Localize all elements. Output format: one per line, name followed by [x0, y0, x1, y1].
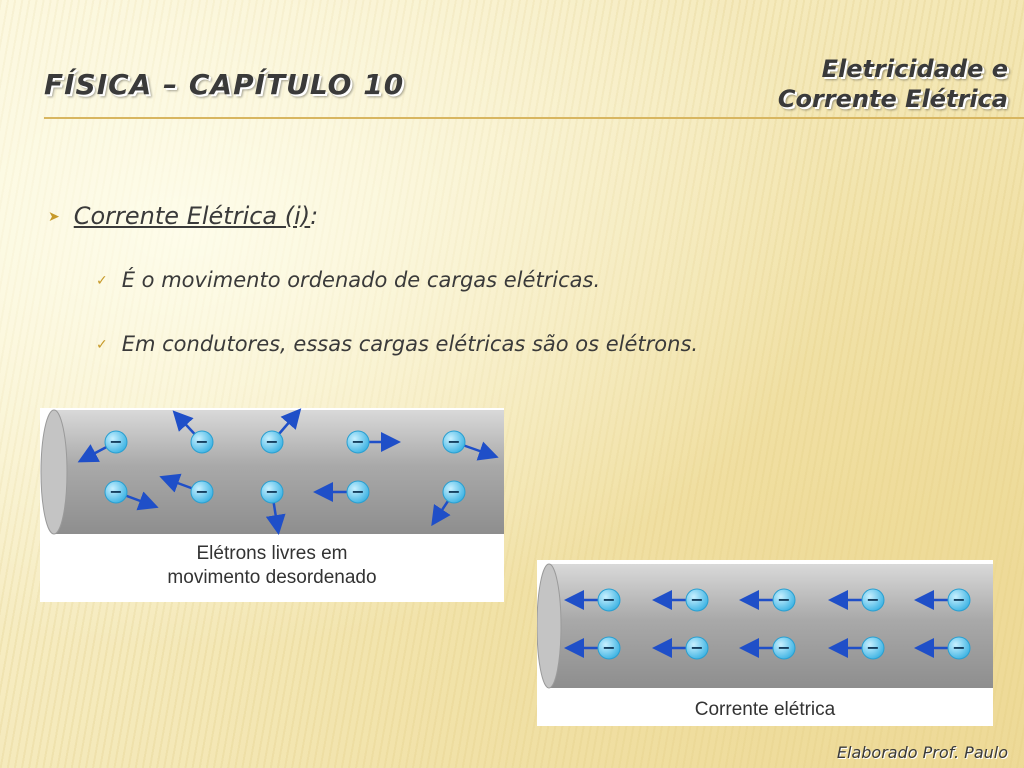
caption-line-1: Elétrons livres em: [196, 543, 348, 564]
electron-charge-symbol: −: [447, 482, 461, 501]
caption-line-2: movimento desordenado: [167, 567, 377, 588]
electron-charge-symbol: −: [866, 590, 880, 609]
footer-credit: Elaborado Prof. Paulo: [836, 743, 1008, 762]
electron-charge-symbol: −: [952, 590, 966, 609]
subtitle-line-2: Corrente Elétrica: [777, 85, 1008, 113]
electron-charge-symbol: −: [447, 432, 461, 451]
electron-charge-symbol: −: [351, 482, 365, 501]
subtitle-line-1: Eletricidade e: [821, 55, 1008, 83]
bullet-label: Corrente Elétrica (i): [73, 202, 311, 230]
electron-charge-symbol: −: [109, 482, 123, 501]
sub-item-2: [96, 332, 698, 356]
main-bullet: [48, 202, 318, 230]
electron-charge-symbol: −: [777, 638, 791, 657]
electron-charge-symbol: −: [195, 432, 209, 451]
figure-caption-ordered: Corrente elétrica: [694, 699, 836, 720]
electron-charge-symbol: −: [195, 482, 209, 501]
electron-charge-symbol: −: [866, 638, 880, 657]
electron-charge-symbol: −: [602, 590, 616, 609]
figure-disordered-electrons: [40, 408, 504, 602]
sub-item-1: [96, 268, 600, 292]
sub-item-text: Em condutores, essas cargas elétricas são os elétrons.: [121, 332, 699, 356]
electron-charge-symbol: −: [265, 482, 279, 501]
figure-caption-disordered: [40, 542, 504, 590]
title-divider: [44, 117, 1024, 119]
arrow-bullet-icon: ➤: [48, 209, 60, 225]
electron-charge-symbol: −: [602, 638, 616, 657]
check-icon: ✓: [96, 337, 108, 353]
slide-subtitle: [778, 54, 1008, 114]
electron-charge-symbol: −: [777, 590, 791, 609]
electron-charge-symbol: −: [109, 432, 123, 451]
electron-charge-symbol: −: [265, 432, 279, 451]
electron-charge-symbol: −: [952, 638, 966, 657]
electron-charge-symbol: −: [690, 590, 704, 609]
electron-charge-symbol: −: [690, 638, 704, 657]
sub-item-text: É o movimento ordenado de cargas elétricas.: [121, 268, 601, 292]
bullet-suffix: :: [310, 202, 319, 230]
electron-charge-symbol: −: [351, 432, 365, 451]
check-icon: ✓: [96, 273, 108, 289]
wire-disordered: [40, 408, 504, 536]
figure-ordered-current: [537, 560, 993, 726]
slide-title: FÍSICA – CAPÍTULO 10: [44, 68, 405, 101]
wire-ordered: [537, 560, 993, 692]
